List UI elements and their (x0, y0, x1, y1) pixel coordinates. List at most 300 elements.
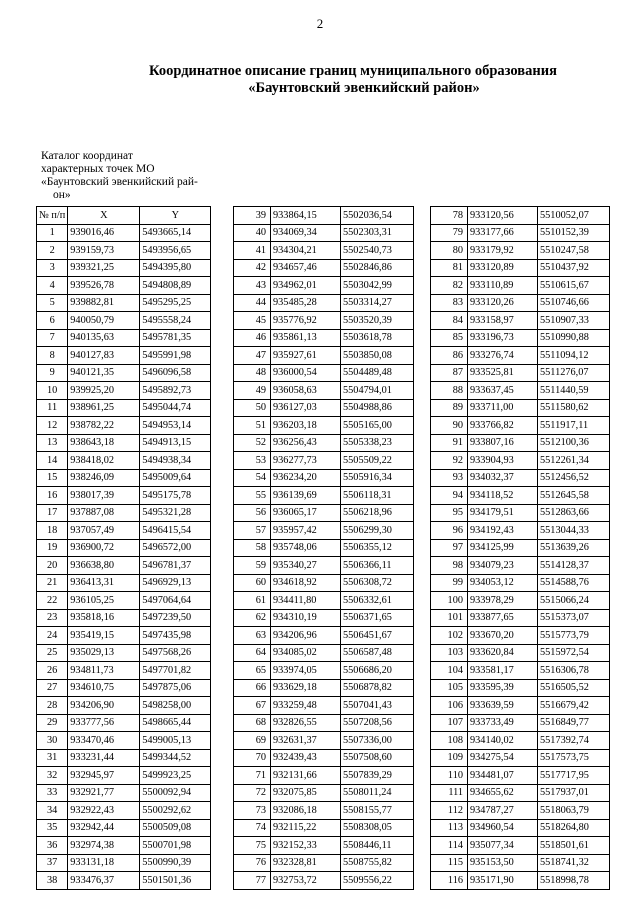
point-number: 38 (37, 872, 68, 890)
x-coordinate: 938643,18 (68, 434, 140, 452)
x-coordinate: 935077,34 (468, 837, 538, 855)
point-number: 76 (234, 854, 271, 872)
point-number: 7 (37, 329, 68, 347)
x-coordinate: 935485,28 (271, 294, 341, 312)
point-number: 50 (234, 399, 271, 417)
point-number: 25 (37, 644, 68, 662)
y-coordinate: 5495044,74 (140, 399, 211, 417)
x-coordinate: 932086,18 (271, 802, 341, 820)
point-number: 68 (234, 714, 271, 732)
table-row (234, 819, 414, 837)
table-row (234, 767, 414, 785)
table-row (37, 504, 211, 522)
point-number: 1 (37, 224, 68, 242)
y-coordinate: 5508011,24 (341, 784, 414, 802)
x-coordinate: 932921,77 (68, 784, 140, 802)
x-coordinate: 938418,02 (68, 452, 140, 470)
y-coordinate: 5501501,36 (140, 872, 211, 890)
x-coordinate: 933637,45 (468, 382, 538, 400)
y-coordinate: 5513044,33 (538, 522, 610, 540)
y-coordinate: 5511276,07 (538, 364, 610, 382)
document-title (0, 63, 640, 97)
coordinates-table-3 (430, 206, 610, 890)
point-number: 57 (234, 522, 271, 540)
x-coordinate: 934206,90 (68, 697, 140, 715)
x-coordinate: 933904,93 (468, 452, 538, 470)
point-number: 72 (234, 784, 271, 802)
x-coordinate: 936127,03 (271, 399, 341, 417)
point-number: 84 (431, 312, 468, 330)
table-row (37, 399, 211, 417)
x-coordinate: 934179,51 (468, 504, 538, 522)
point-number: 89 (431, 399, 468, 417)
x-coordinate: 936900,72 (68, 539, 140, 557)
y-coordinate: 5498665,44 (140, 714, 211, 732)
point-number: 67 (234, 697, 271, 715)
point-number: 42 (234, 259, 271, 277)
table-row (234, 732, 414, 750)
point-number: 2 (37, 242, 68, 260)
x-coordinate: 933766,82 (468, 417, 538, 435)
table-row (431, 592, 610, 610)
y-coordinate: 5495321,28 (140, 504, 211, 522)
table-row (234, 504, 414, 522)
table-row (234, 277, 414, 295)
table-row (431, 522, 610, 540)
table-row (431, 574, 610, 592)
x-coordinate: 935861,13 (271, 329, 341, 347)
x-coordinate: 934053,12 (468, 574, 538, 592)
y-coordinate: 5504794,01 (341, 382, 414, 400)
point-number: 69 (234, 732, 271, 750)
point-number: 24 (37, 627, 68, 645)
x-coordinate: 932631,37 (271, 732, 341, 750)
table-row (431, 329, 610, 347)
y-coordinate: 5506355,12 (341, 539, 414, 557)
x-coordinate: 936277,73 (271, 452, 341, 470)
point-number: 90 (431, 417, 468, 435)
y-coordinate: 5512261,34 (538, 452, 610, 470)
x-coordinate: 933629,18 (271, 679, 341, 697)
table-row (37, 469, 211, 487)
y-coordinate: 5508755,82 (341, 854, 414, 872)
x-coordinate: 937057,49 (68, 522, 140, 540)
point-number: 44 (234, 294, 271, 312)
y-coordinate: 5506366,11 (341, 557, 414, 575)
y-coordinate: 5512863,66 (538, 504, 610, 522)
table-row (37, 417, 211, 435)
y-coordinate: 5512100,36 (538, 434, 610, 452)
point-number: 100 (431, 592, 468, 610)
x-coordinate: 932753,72 (271, 872, 341, 890)
y-coordinate: 5510746,66 (538, 294, 610, 312)
table-row (234, 522, 414, 540)
table-row (234, 399, 414, 417)
x-coordinate: 933110,89 (468, 277, 538, 295)
point-number: 70 (234, 749, 271, 767)
point-number: 78 (431, 207, 468, 225)
table-row (234, 662, 414, 680)
y-coordinate: 5495295,25 (140, 294, 211, 312)
y-coordinate: 5510052,07 (538, 207, 610, 225)
y-coordinate: 5506878,82 (341, 679, 414, 697)
y-coordinate: 5518998,78 (538, 872, 610, 890)
x-coordinate: 932974,38 (68, 837, 140, 855)
point-number: 18 (37, 522, 68, 540)
table-row (234, 329, 414, 347)
x-coordinate: 934125,99 (468, 539, 538, 557)
table-row (37, 854, 211, 872)
x-coordinate: 933179,92 (468, 242, 538, 260)
table-row (431, 399, 610, 417)
table-row (431, 837, 610, 855)
table-row (37, 574, 211, 592)
point-number: 46 (234, 329, 271, 347)
y-coordinate: 5494953,14 (140, 417, 211, 435)
point-number: 49 (234, 382, 271, 400)
x-coordinate: 938961,25 (68, 399, 140, 417)
table-row (234, 469, 414, 487)
x-coordinate: 934655,62 (468, 784, 538, 802)
table-row (234, 837, 414, 855)
point-number: 75 (234, 837, 271, 855)
x-coordinate: 934787,27 (468, 802, 538, 820)
point-number: 52 (234, 434, 271, 452)
x-coordinate: 932131,66 (271, 767, 341, 785)
x-coordinate: 937887,08 (68, 504, 140, 522)
y-coordinate: 5507208,56 (341, 714, 414, 732)
point-number: 26 (37, 662, 68, 680)
x-coordinate: 934032,37 (468, 469, 538, 487)
table-row (234, 242, 414, 260)
y-coordinate: 5508446,11 (341, 837, 414, 855)
y-coordinate: 5516505,52 (538, 679, 610, 697)
caption-line: Каталог координат (41, 150, 133, 162)
table-row (431, 662, 610, 680)
y-coordinate: 5516306,78 (538, 662, 610, 680)
y-coordinate: 5495175,78 (140, 487, 211, 505)
point-number: 53 (234, 452, 271, 470)
x-coordinate: 932922,43 (68, 802, 140, 820)
x-coordinate: 934618,92 (271, 574, 341, 592)
y-coordinate: 5500509,08 (140, 819, 211, 837)
point-number: 17 (37, 504, 68, 522)
y-coordinate: 5518063,79 (538, 802, 610, 820)
y-coordinate: 5504988,86 (341, 399, 414, 417)
point-number: 54 (234, 469, 271, 487)
x-coordinate: 933581,17 (468, 662, 538, 680)
y-coordinate: 5507336,00 (341, 732, 414, 750)
point-number: 3 (37, 259, 68, 277)
table-row (234, 259, 414, 277)
table-row (37, 364, 211, 382)
point-number: 6 (37, 312, 68, 330)
x-coordinate: 932075,85 (271, 784, 341, 802)
point-number: 31 (37, 749, 68, 767)
table-row (37, 697, 211, 715)
table-row (37, 539, 211, 557)
table-row (37, 644, 211, 662)
x-coordinate: 939526,78 (68, 277, 140, 295)
x-coordinate: 933259,48 (271, 697, 341, 715)
table-row (234, 312, 414, 330)
table-row (431, 382, 610, 400)
y-coordinate: 5506451,67 (341, 627, 414, 645)
point-number: 98 (431, 557, 468, 575)
y-coordinate: 5493956,65 (140, 242, 211, 260)
y-coordinate: 5498258,00 (140, 697, 211, 715)
table-row (431, 277, 610, 295)
y-coordinate: 5496572,00 (140, 539, 211, 557)
table-row (234, 294, 414, 312)
table-row (431, 224, 610, 242)
y-coordinate: 5513639,26 (538, 539, 610, 557)
y-coordinate: 5518501,61 (538, 837, 610, 855)
point-number: 10 (37, 382, 68, 400)
y-coordinate: 5506308,72 (341, 574, 414, 592)
y-coordinate: 5503520,39 (341, 312, 414, 330)
point-number: 111 (431, 784, 468, 802)
y-coordinate: 5510615,67 (538, 277, 610, 295)
point-number: 13 (37, 434, 68, 452)
x-coordinate: 933978,29 (468, 592, 538, 610)
point-number: 35 (37, 819, 68, 837)
x-coordinate: 934118,52 (468, 487, 538, 505)
table-row (37, 329, 211, 347)
x-coordinate: 934069,34 (271, 224, 341, 242)
x-coordinate: 935419,15 (68, 627, 140, 645)
y-coordinate: 5518741,32 (538, 854, 610, 872)
x-coordinate: 939016,46 (68, 224, 140, 242)
x-coordinate: 933525,81 (468, 364, 538, 382)
x-coordinate: 936139,69 (271, 487, 341, 505)
table-row (431, 347, 610, 365)
y-coordinate: 5511440,59 (538, 382, 610, 400)
point-number: 29 (37, 714, 68, 732)
point-number: 55 (234, 487, 271, 505)
point-number: 16 (37, 487, 68, 505)
table-row (234, 452, 414, 470)
y-coordinate: 5496781,37 (140, 557, 211, 575)
table-row (37, 837, 211, 855)
table-row (37, 749, 211, 767)
table-row (234, 644, 414, 662)
table-row (431, 259, 610, 277)
x-coordinate: 935776,92 (271, 312, 341, 330)
y-coordinate: 5514588,76 (538, 574, 610, 592)
table-row (37, 627, 211, 645)
caption-line: «Баунтовский эвенкийский рай- (41, 176, 198, 188)
point-number: 36 (37, 837, 68, 855)
y-coordinate: 5502303,31 (341, 224, 414, 242)
y-coordinate: 5503618,78 (341, 329, 414, 347)
table-row (37, 767, 211, 785)
x-coordinate: 934960,54 (468, 819, 538, 837)
table-row (431, 539, 610, 557)
x-coordinate: 933974,05 (271, 662, 341, 680)
x-coordinate: 933120,26 (468, 294, 538, 312)
y-coordinate: 5496415,54 (140, 522, 211, 540)
x-coordinate: 933120,56 (468, 207, 538, 225)
y-coordinate: 5503042,99 (341, 277, 414, 295)
x-coordinate: 933595,39 (468, 679, 538, 697)
table-row (37, 662, 211, 680)
x-coordinate: 933733,49 (468, 714, 538, 732)
table-row (431, 784, 610, 802)
point-number: 94 (431, 487, 468, 505)
x-coordinate: 940121,35 (68, 364, 140, 382)
table-row (234, 872, 414, 890)
point-number: 114 (431, 837, 468, 855)
y-coordinate: 5500990,39 (140, 854, 211, 872)
point-number: 79 (431, 224, 468, 242)
y-coordinate: 5507508,60 (341, 749, 414, 767)
x-coordinate: 936256,43 (271, 434, 341, 452)
point-number: 11 (37, 399, 68, 417)
point-number: 23 (37, 609, 68, 627)
header-x: X (68, 207, 140, 225)
x-coordinate: 933470,46 (68, 732, 140, 750)
y-coordinate: 5496096,58 (140, 364, 211, 382)
point-number: 110 (431, 767, 468, 785)
point-number: 109 (431, 749, 468, 767)
catalog-caption (41, 150, 198, 202)
y-coordinate: 5497435,98 (140, 627, 211, 645)
table-row (234, 784, 414, 802)
x-coordinate: 933131,18 (68, 854, 140, 872)
x-coordinate: 934481,07 (468, 767, 538, 785)
x-coordinate: 940127,83 (68, 347, 140, 365)
table-row (431, 417, 610, 435)
point-number: 32 (37, 767, 68, 785)
x-coordinate: 933177,66 (468, 224, 538, 242)
point-number: 21 (37, 574, 68, 592)
y-coordinate: 5497239,50 (140, 609, 211, 627)
table-row (37, 224, 211, 242)
table-row (234, 539, 414, 557)
x-coordinate: 935171,90 (468, 872, 538, 890)
point-number: 92 (431, 452, 468, 470)
point-number: 103 (431, 644, 468, 662)
x-coordinate: 934206,96 (271, 627, 341, 645)
table-row (37, 714, 211, 732)
table-row (37, 679, 211, 697)
table-row (37, 347, 211, 365)
y-coordinate: 5502846,86 (341, 259, 414, 277)
table-row (431, 452, 610, 470)
y-coordinate: 5497568,26 (140, 644, 211, 662)
y-coordinate: 5511094,12 (538, 347, 610, 365)
point-number: 59 (234, 557, 271, 575)
y-coordinate: 5509556,22 (341, 872, 414, 890)
y-coordinate: 5518264,80 (538, 819, 610, 837)
x-coordinate: 933670,20 (468, 627, 538, 645)
x-coordinate: 932945,97 (68, 767, 140, 785)
point-number: 106 (431, 697, 468, 715)
point-number: 82 (431, 277, 468, 295)
y-coordinate: 5502036,54 (341, 207, 414, 225)
title-line-1: Координатное описание границ муниципального образования (149, 63, 557, 79)
x-coordinate: 932115,22 (271, 819, 341, 837)
x-coordinate: 935748,06 (271, 539, 341, 557)
point-number: 33 (37, 784, 68, 802)
point-number: 104 (431, 662, 468, 680)
y-coordinate: 5497875,06 (140, 679, 211, 697)
x-coordinate: 934962,01 (271, 277, 341, 295)
y-coordinate: 5512645,58 (538, 487, 610, 505)
title-line-2: «Баунтовский эвенкийский район» (248, 80, 480, 96)
y-coordinate: 5510152,39 (538, 224, 610, 242)
point-number: 116 (431, 872, 468, 890)
table-row (431, 242, 610, 260)
y-coordinate: 5505338,23 (341, 434, 414, 452)
x-coordinate: 936234,20 (271, 469, 341, 487)
table-row (234, 487, 414, 505)
point-number: 27 (37, 679, 68, 697)
x-coordinate: 935340,27 (271, 557, 341, 575)
x-coordinate: 940050,79 (68, 312, 140, 330)
point-number: 47 (234, 347, 271, 365)
table-row (431, 749, 610, 767)
x-coordinate: 935153,50 (468, 854, 538, 872)
y-coordinate: 5497701,82 (140, 662, 211, 680)
y-coordinate: 5495558,24 (140, 312, 211, 330)
table-row (234, 207, 414, 225)
table-row (234, 592, 414, 610)
y-coordinate: 5516679,42 (538, 697, 610, 715)
point-number: 105 (431, 679, 468, 697)
y-coordinate: 5515373,07 (538, 609, 610, 627)
y-coordinate: 5504489,48 (341, 364, 414, 382)
table-row (431, 487, 610, 505)
point-number: 51 (234, 417, 271, 435)
table-row (234, 574, 414, 592)
x-coordinate: 934411,80 (271, 592, 341, 610)
table-row (431, 767, 610, 785)
table-row (37, 609, 211, 627)
point-number: 4 (37, 277, 68, 295)
x-coordinate: 935957,42 (271, 522, 341, 540)
point-number: 102 (431, 627, 468, 645)
x-coordinate: 935029,13 (68, 644, 140, 662)
y-coordinate: 5494913,15 (140, 434, 211, 452)
y-coordinate: 5506118,31 (341, 487, 414, 505)
x-coordinate: 939882,81 (68, 294, 140, 312)
point-number: 97 (431, 539, 468, 557)
point-number: 108 (431, 732, 468, 750)
x-coordinate: 936065,17 (271, 504, 341, 522)
point-number: 37 (37, 854, 68, 872)
y-coordinate: 5514128,37 (538, 557, 610, 575)
point-number: 96 (431, 522, 468, 540)
table-row (37, 312, 211, 330)
y-coordinate: 5516849,77 (538, 714, 610, 732)
table-row (234, 347, 414, 365)
point-number: 30 (37, 732, 68, 750)
y-coordinate: 5495892,73 (140, 382, 211, 400)
x-coordinate: 936203,18 (271, 417, 341, 435)
point-number: 81 (431, 259, 468, 277)
point-number: 14 (37, 452, 68, 470)
y-coordinate: 5506371,65 (341, 609, 414, 627)
y-coordinate: 5515972,54 (538, 644, 610, 662)
coordinates-table-1 (36, 206, 211, 890)
table-row (234, 679, 414, 697)
y-coordinate: 5510907,33 (538, 312, 610, 330)
point-number: 74 (234, 819, 271, 837)
table-row (37, 487, 211, 505)
y-coordinate: 5503314,27 (341, 294, 414, 312)
